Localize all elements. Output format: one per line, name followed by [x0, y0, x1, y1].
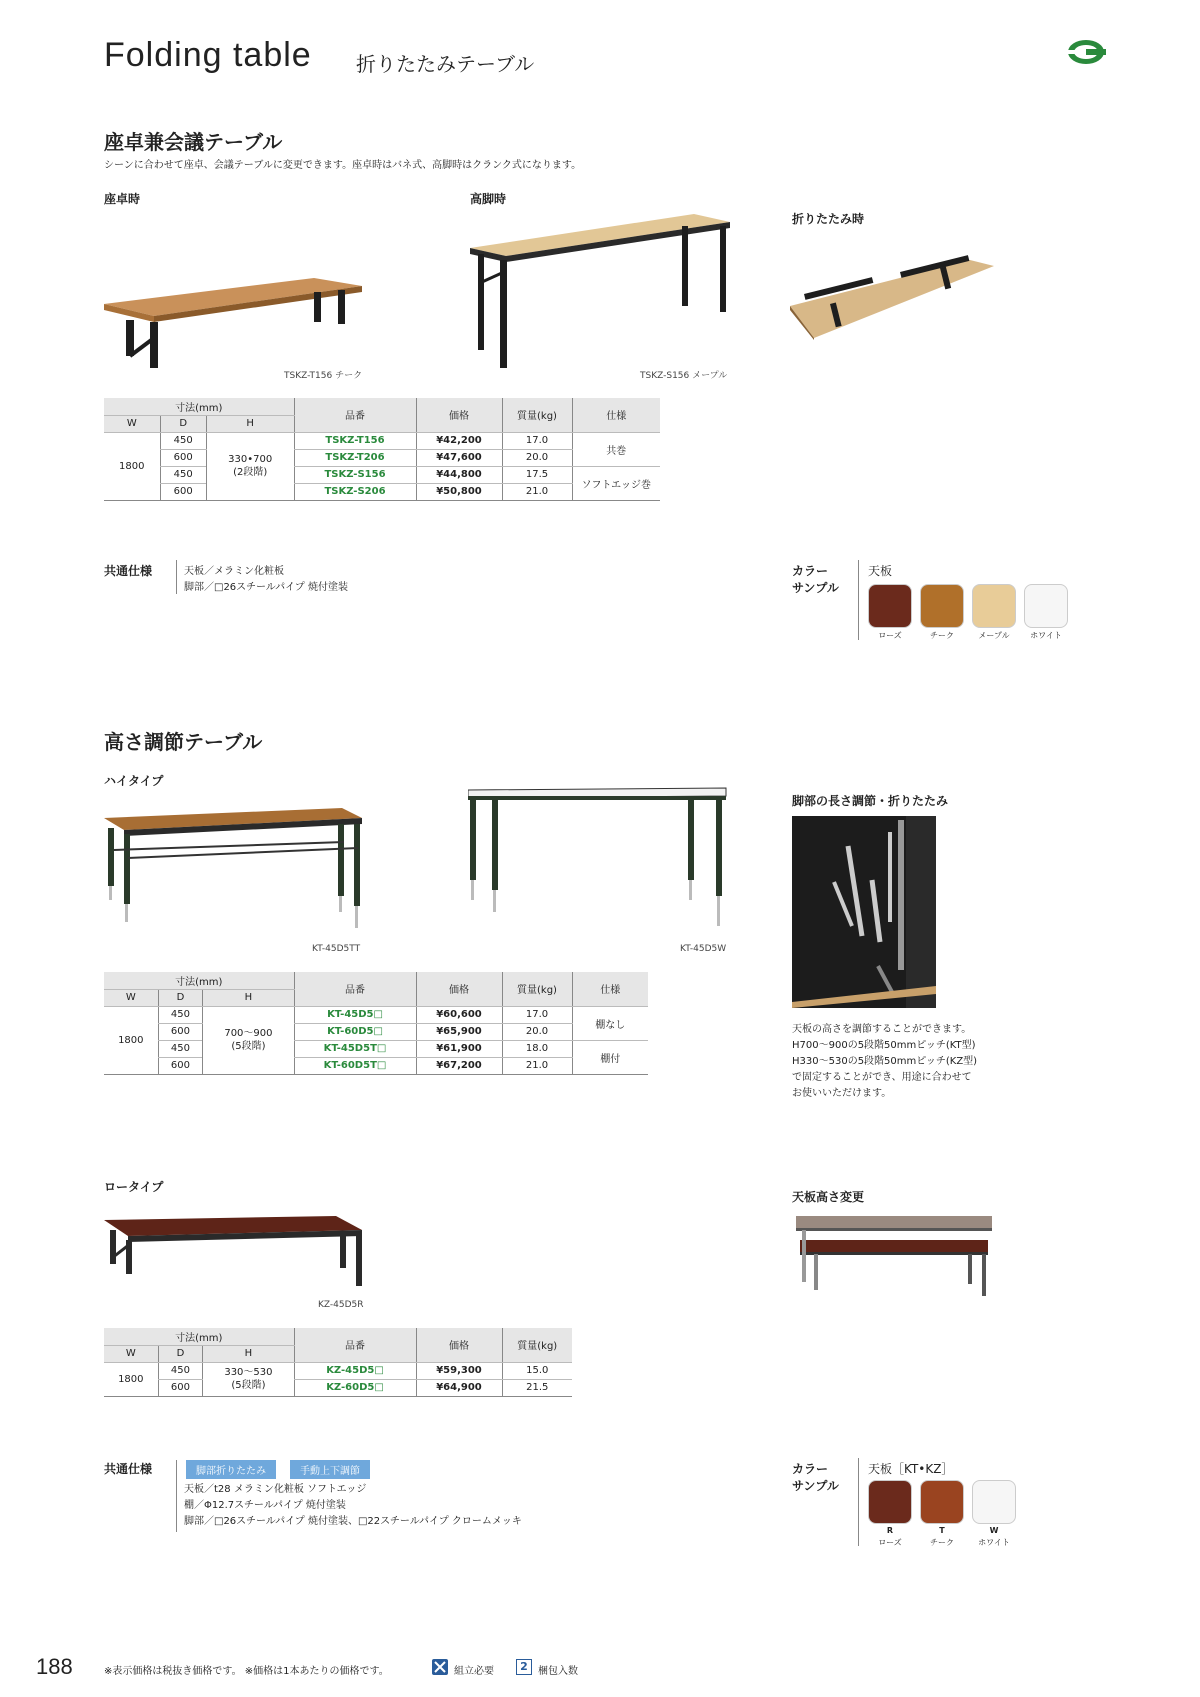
table-cell: 600 [160, 483, 206, 500]
section-description: シーンに合わせて座卓、会議テーブルに変更できます。座卓時はバネ式、高脚時はクランク式になります。 [104, 160, 582, 171]
height-value: 330•700 [228, 454, 273, 465]
common-spec-line: 天板／メラミン化粧板 [184, 566, 284, 577]
swatch-name: ホワイト [978, 1538, 1010, 1547]
spec-table [104, 398, 660, 501]
footer-note: ※表示価格は税抜き価格です。 ※価格は1本あたりの価格です。 [104, 1666, 389, 1677]
table-cell: 450 [158, 1362, 203, 1379]
table-cell: 1800 [104, 1362, 158, 1396]
spec-table [104, 972, 648, 1075]
photo-caption: KZ-45D5R [318, 1300, 364, 1310]
photo-caption: TSKZ-S156 メープル [640, 371, 728, 381]
feature-badge: 脚部折りたたみ [186, 1460, 276, 1479]
dim-header: 寸法(mm) [104, 972, 294, 989]
col-header: 仕様 [572, 972, 648, 1006]
col-header: D [158, 1345, 203, 1362]
col-header: H [203, 1345, 294, 1362]
feature-badge: 手動上下調節 [290, 1460, 370, 1479]
swatch-teak [920, 1480, 964, 1524]
table-cell: 450 [160, 466, 206, 483]
product-photo-high-table [470, 212, 732, 372]
swatch-name: メープル [978, 631, 1010, 640]
table-cell [203, 1362, 294, 1396]
table-cell: 600 [158, 1057, 203, 1074]
product-code: KZ-60D5□ [294, 1379, 416, 1396]
col-header: 仕様 [572, 398, 660, 432]
weight-cell: 21.0 [502, 1057, 572, 1074]
product-code: TSKZ-T156 [294, 432, 416, 449]
weight-cell: 17.0 [502, 1006, 572, 1023]
detail-description [792, 1022, 977, 1102]
common-spec-line: 脚部／□26スチールパイプ 焼付塗装、□22スチールパイプ クロームメッキ [184, 1516, 522, 1527]
product-code: KT-60D5T□ [294, 1057, 416, 1074]
col-header: W [104, 989, 158, 1006]
price-cell: ¥59,300 [416, 1362, 502, 1379]
height-value: 700〜900 [224, 1028, 273, 1039]
weight-cell: 21.5 [502, 1379, 572, 1396]
page-number: 188 [36, 1654, 73, 1679]
detail-line: H700〜900の5段階50mmピッチ(KT型) [792, 1040, 976, 1051]
photo-label: 座卓時 [104, 192, 141, 206]
swatch-white [972, 1480, 1016, 1524]
detail-line: 天板の高さを調節することができます。 [792, 1024, 972, 1035]
common-spec-line: 天板／t28 メラミン化粧板 ソフトエッジ [184, 1484, 367, 1495]
common-spec-label: 共通仕様 [104, 1462, 153, 1476]
product-photo-kt-shelf [104, 806, 366, 938]
height-steps: (5段階) [231, 1041, 266, 1052]
swatch-white [1024, 584, 1068, 628]
table-cell [203, 1006, 294, 1074]
dim-header: 寸法(mm) [104, 398, 294, 415]
product-code: KT-45D5T□ [294, 1040, 416, 1057]
weight-cell: 15.0 [502, 1362, 572, 1379]
price-cell: ¥50,800 [416, 483, 502, 500]
product-code: TSKZ-S156 [294, 466, 416, 483]
color-part-label: 天板 [868, 564, 893, 578]
common-spec-label: 共通仕様 [104, 564, 153, 578]
swatch-name: ローズ [878, 631, 902, 640]
product-photo-folded-table [790, 254, 994, 340]
product-code: TSKZ-T206 [294, 449, 416, 466]
col-header: D [158, 989, 203, 1006]
col-header: H [206, 415, 294, 432]
weight-cell: 21.0 [502, 483, 572, 500]
table-cell: 450 [160, 432, 206, 449]
color-sample-label: カラー [792, 564, 829, 578]
height-steps: (2段階) [233, 467, 268, 478]
table-cell: 600 [158, 1023, 203, 1040]
price-cell: ¥64,900 [416, 1379, 502, 1396]
weight-cell: 17.5 [502, 466, 572, 483]
photo-label: 高脚時 [470, 192, 507, 206]
common-spec-line: 脚部／□26スチールパイプ 焼付塗装 [184, 582, 348, 593]
table-cell: 600 [160, 449, 206, 466]
swatch-name: チーク [930, 631, 954, 640]
common-spec-line: 棚／Φ12.7スチールパイプ 焼付塗装 [184, 1500, 346, 1511]
page-subtitle: 折りたたみテーブル [356, 52, 535, 76]
col-header: 質量(kg) [502, 398, 572, 432]
product-code: KT-45D5□ [294, 1006, 416, 1023]
detail-line: H330〜530の5段階50mmピッチ(KZ型) [792, 1056, 978, 1067]
page-title: Folding table [104, 36, 312, 74]
col-header: 質量(kg) [502, 972, 572, 1006]
price-cell: ¥44,800 [416, 466, 502, 483]
table-cell: 450 [158, 1006, 203, 1023]
color-sample-label: サンプル [792, 1479, 839, 1493]
col-header: D [160, 415, 206, 432]
photo-label: 天板高さ変更 [792, 1190, 865, 1204]
section-title: 座卓兼会議テーブル [104, 130, 283, 154]
height-value: 330〜530 [224, 1367, 273, 1378]
spec-cell: 共巻 [572, 432, 660, 466]
table-cell: 1800 [104, 1006, 158, 1074]
spec-cell: ソフトエッジ巻 [572, 466, 660, 500]
assembly-icon [432, 1659, 448, 1675]
spec-table [104, 1328, 572, 1397]
photo-caption: KT-45D5TT [312, 944, 361, 954]
col-header: 品番 [294, 972, 416, 1006]
table-cell: 450 [158, 1040, 203, 1057]
table-cell: 1800 [104, 432, 160, 500]
col-header: 品番 [294, 398, 416, 432]
product-photo-kt-white [468, 786, 730, 938]
col-header: H [203, 989, 294, 1006]
swatch-name: チーク [930, 1538, 954, 1547]
table-cell: 600 [158, 1379, 203, 1396]
col-header: 品番 [294, 1328, 416, 1362]
detail-line: で固定することができ、用途に合わせて [792, 1072, 972, 1083]
col-header: 価格 [416, 398, 502, 432]
swatch-code: R [886, 1526, 894, 1535]
brand-logo-icon [1066, 38, 1108, 66]
price-cell: ¥47,600 [416, 449, 502, 466]
assembly-label: 組立必要 [454, 1666, 494, 1677]
price-cell: ¥61,900 [416, 1040, 502, 1057]
color-sample-label: カラー [792, 1462, 829, 1476]
photo-caption: KT-45D5W [680, 944, 727, 954]
weight-cell: 17.0 [502, 432, 572, 449]
detail-photo-leg [792, 816, 936, 1008]
weight-cell: 20.0 [502, 1023, 572, 1040]
swatch-code: W [989, 1526, 999, 1535]
height-steps: (5段階) [231, 1380, 266, 1391]
table-cell [206, 432, 294, 500]
dim-header: 寸法(mm) [104, 1328, 294, 1345]
package-count-icon: 2 [516, 1659, 532, 1675]
section-title: 高さ調節テーブル [104, 730, 263, 754]
weight-cell: 18.0 [502, 1040, 572, 1057]
photo-caption: TSKZ-T156 チーク [284, 371, 363, 381]
price-cell: ¥60,600 [416, 1006, 502, 1023]
detail-line: お使いいただけます。 [792, 1088, 892, 1099]
product-code: KT-60D5□ [294, 1023, 416, 1040]
swatch-teak [920, 584, 964, 628]
color-part-label: 天板［KT•KZ］ [868, 1462, 954, 1476]
spec-cell: 棚なし [572, 1006, 648, 1040]
product-photo-height-change [792, 1214, 996, 1298]
photo-label: 折りたたみ時 [792, 212, 865, 226]
price-cell: ¥42,200 [416, 432, 502, 449]
col-header: 価格 [416, 1328, 502, 1362]
col-header: 価格 [416, 972, 502, 1006]
col-header: 質量(kg) [502, 1328, 572, 1362]
photo-label: 脚部の長さ調節・折りたたみ [792, 794, 949, 808]
color-sample-label: サンプル [792, 581, 839, 595]
col-header: W [104, 1345, 158, 1362]
swatch-code: T [939, 1526, 945, 1535]
swatch-rose [868, 584, 912, 628]
swatch-maple [972, 584, 1016, 628]
photo-label: ハイタイプ [104, 774, 164, 788]
price-cell: ¥67,200 [416, 1057, 502, 1074]
photo-label: ロータイプ [104, 1180, 164, 1194]
spec-cell: 棚付 [572, 1040, 648, 1074]
product-code: TSKZ-S206 [294, 483, 416, 500]
swatch-name: ローズ [878, 1538, 902, 1547]
price-cell: ¥65,900 [416, 1023, 502, 1040]
swatch-rose [868, 1480, 912, 1524]
package-count-label: 梱包入数 [538, 1666, 578, 1677]
swatch-name: ホワイト [1030, 631, 1062, 640]
product-photo-low-table [104, 258, 364, 370]
col-header: W [104, 415, 160, 432]
product-code: KZ-45D5□ [294, 1362, 416, 1379]
weight-cell: 20.0 [502, 449, 572, 466]
product-photo-kz-low [104, 1206, 366, 1290]
